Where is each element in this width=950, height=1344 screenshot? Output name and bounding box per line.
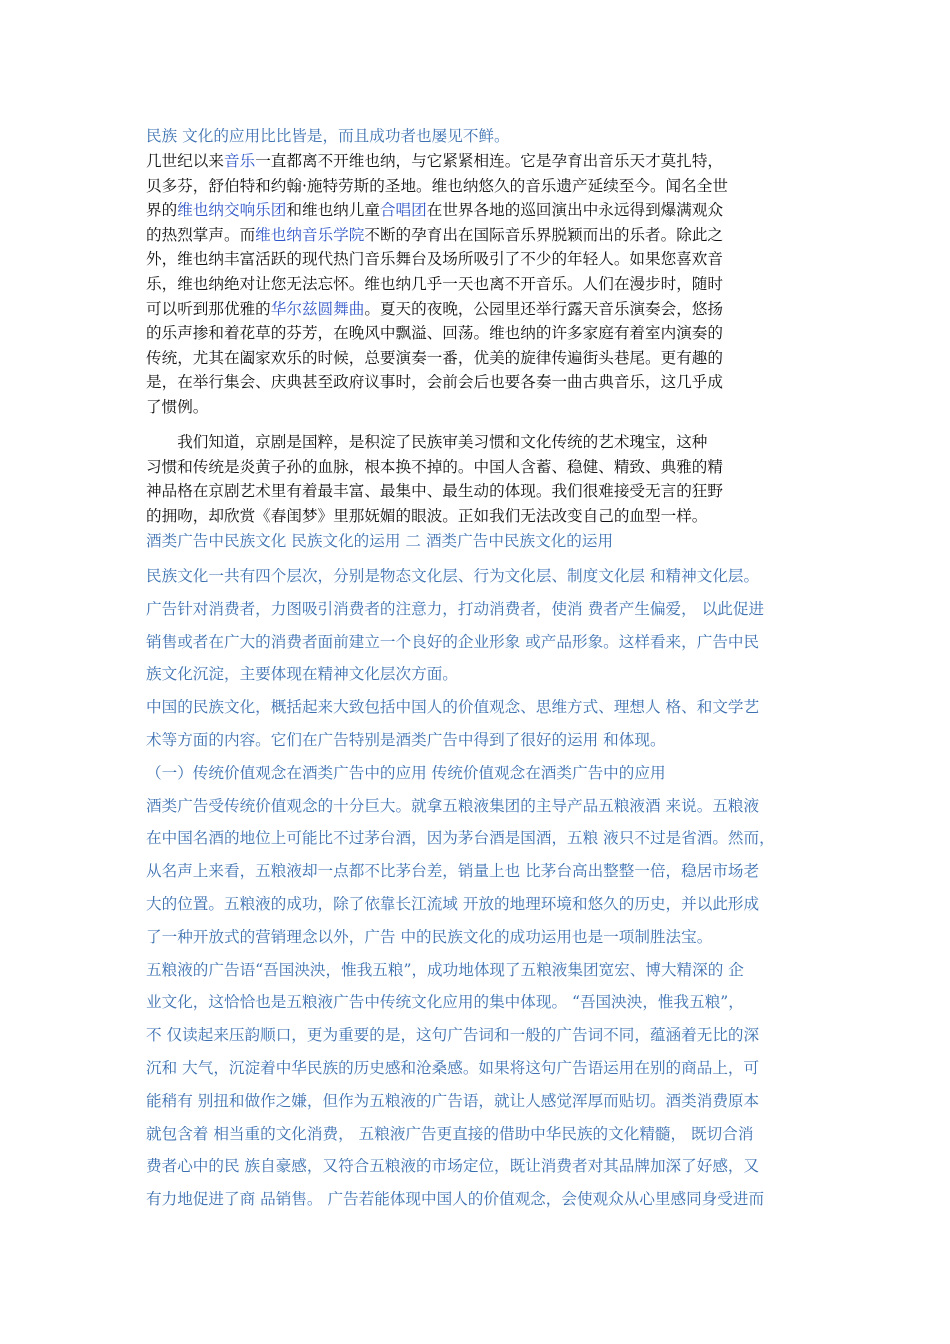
link-vienna-symphony[interactable]: 维也纳交响乐团 [177, 201, 287, 220]
para-line: 了惯例。 [146, 397, 209, 416]
para-line [146, 198, 728, 223]
peking-opera-paragraph [146, 430, 723, 528]
text-run: 几世纪以来 [146, 152, 224, 170]
para-line: 是，在举行集会、庆典甚至政府议事时，会前会后也要各奏一曲古典音乐，这几乎成 [146, 373, 723, 392]
heading-text: 酒类广告中民族文化 民族文化的运用 二 酒类广告中民族文化的运用 [146, 532, 614, 550]
para-line: 的拥吻，却欣赏《春闺梦》里那妩媚的眼波。正如我们无法改变自己的血型一样。 [146, 506, 708, 525]
para-line [146, 223, 728, 248]
body-line: 广告针对消费者，力图吸引消费者的注意力，打动消费者，使消 费者产生偏爱， 以此促进 [146, 599, 765, 618]
body-line: 就包含着 相当重的文化消费， 五粮液广告更直接的借助中华民族的文化精髓， 既切合消 [146, 1124, 754, 1143]
link-music[interactable]: 音乐 [223, 152, 256, 170]
body-line: 在中国名酒的地位上可能比不过茅台酒，因为茅台酒是国酒，五粮 液只不过是省酒。然而， [146, 829, 775, 848]
para-line: 传统，尤其在阖家欢乐的时候，总要演奏一番，优美的旋律传遍街头巷尾。更有趣的 [146, 348, 723, 367]
body-line: 五粮液的广告语“吾国泱泱，惟我五粮”，成功地体现了五粮液集团宽宏、博大精深的 企 [146, 960, 744, 979]
body-line: （一）传统价值观念在酒类广告中的应用 传统价值观念在酒类广告中的应用 [146, 763, 666, 782]
intro-line [146, 124, 510, 149]
text-run: 不断的孕育出在国际音乐界脱颖而出的乐者。除此之 [364, 225, 724, 244]
body-line: 业文化，这恰恰也是五粮液广告中传统文化应用的集中体现。 “吾国泱泱，惟我五粮”， [146, 993, 744, 1012]
body-line: 沉和 大气，沉淀着中华民族的历史感和沧桑感。如果将这句广告语运用在别的商品上，可 [146, 1058, 760, 1077]
para-line [146, 149, 728, 174]
intro-text: 民族 文化的应用比比皆是，而且成功者也屡见不鲜。 [146, 127, 510, 145]
body-line: 销售或者在广大的消费者面前建立一个良好的企业形象 或产品形象。这样看来，广告中民 [146, 632, 760, 651]
para-line: 外，维也纳丰富活跃的现代热门音乐舞台及场所吸引了不少的年轻人。如果您喜欢音 [146, 250, 723, 269]
body-line: 民族文化一共有四个层次，分别是物态文化层、行为文化层、制度文化层 和精神文化层。 [146, 567, 760, 585]
body-line: 有力地促进了商 品销售。 广告若能体现中国人的价值观念，会使观众从心里感同身受进而 [146, 1190, 765, 1209]
body-line: 费者心中的民 族自豪感，又符合五粮液的市场定位，既让消费者对其品牌加深了好感，又 [146, 1157, 760, 1176]
para-line: 的乐声掺和着花草的芬芳，在晚风中飘溢、回荡。维也纳的许多家庭有着室内演奏的 [146, 324, 723, 343]
body-line: 族文化沉淀，主要体现在精神文化层次方面。 [146, 665, 458, 684]
text-run: 的热烈掌声。而 [146, 225, 256, 244]
text-run: 可以听到那优雅的 [146, 299, 271, 318]
text-run: 。夏天的夜晚，公园里还举行露天音乐演奏会，悠扬 [364, 299, 724, 318]
body-line: 术等方面的内容。它们在广告特别是酒类广告中得到了很好的运用 和体现。 [146, 730, 666, 749]
body-line: 中国的民族文化，概括起来大致包括中国人的价值观念、思维方式、理想人 格、和文学艺 [146, 698, 760, 717]
vienna-paragraph [146, 149, 728, 420]
text-run: 在世界各地的巡回演出中永远得到爆满观众 [426, 201, 724, 220]
advertising-section [146, 560, 775, 1216]
body-line: 能稍有 别扭和做作之嫌，但作为五粮液的广告语，就让人感觉浑厚而贴切。酒类消费原本 [146, 1091, 760, 1110]
section-heading [146, 529, 613, 554]
para-line [146, 297, 728, 322]
body-line: 酒类广告受传统价值观念的十分巨大。就拿五粮液集团的主导产品五粮液酒 来说。五粮液 [146, 796, 760, 815]
para-line: 神品格在京剧艺术里有着最丰富、最集中、最生动的体现。我们很难接受无言的狂野 [146, 482, 723, 501]
para-line: 习惯和传统是炎黄子孙的血脉，根本换不掉的。中国人含蓄、稳健、精致、典雅的精 [146, 457, 723, 476]
body-line: 从名声上来看，五粮液却一点都不比茅台差，销量上也 比茅台高出整整一倍，稳居市场老 [146, 862, 760, 881]
para-line: 乐，维也纳绝对让您无法忘怀。维也纳几乎一天也离不开音乐。人们在漫步时，随时 [146, 274, 723, 293]
link-choir[interactable]: 合唱团 [379, 201, 427, 220]
text-run: 界的 [146, 201, 178, 220]
para-line: 贝多芬，舒伯特和约翰·施特劳斯的圣地。维也纳悠久的音乐遗产延续至今。闻名全世 [146, 176, 728, 195]
body-line: 大的位置。五粮液的成功，除了依靠长江流域 开放的地理环境和悠久的历史，并以此形成 [146, 894, 760, 913]
text-run: 一直都离不开维也纳，与它紧紧相连。它是孕育出音乐天才莫扎特， [255, 152, 724, 170]
link-vienna-conservatory[interactable]: 维也纳音乐学院 [255, 225, 365, 244]
text-run: 和维也纳儿童 [286, 201, 380, 220]
body-line: 了一种开放式的营销理念以外，广告 中的民族文化的成功运用也是一项制胜法宝。 [146, 927, 713, 946]
para-line: 我们知道，京剧是国粹，是积淀了民族审美习惯和文化传统的艺术瑰宝，这种 [146, 433, 708, 451]
body-line: 不 仅读起来压韵顺口，更为重要的是，这句广告词和一般的广告词不同，蕴涵着无比的深 [146, 1026, 760, 1045]
link-waltz[interactable]: 华尔兹圆舞曲 [270, 299, 365, 318]
